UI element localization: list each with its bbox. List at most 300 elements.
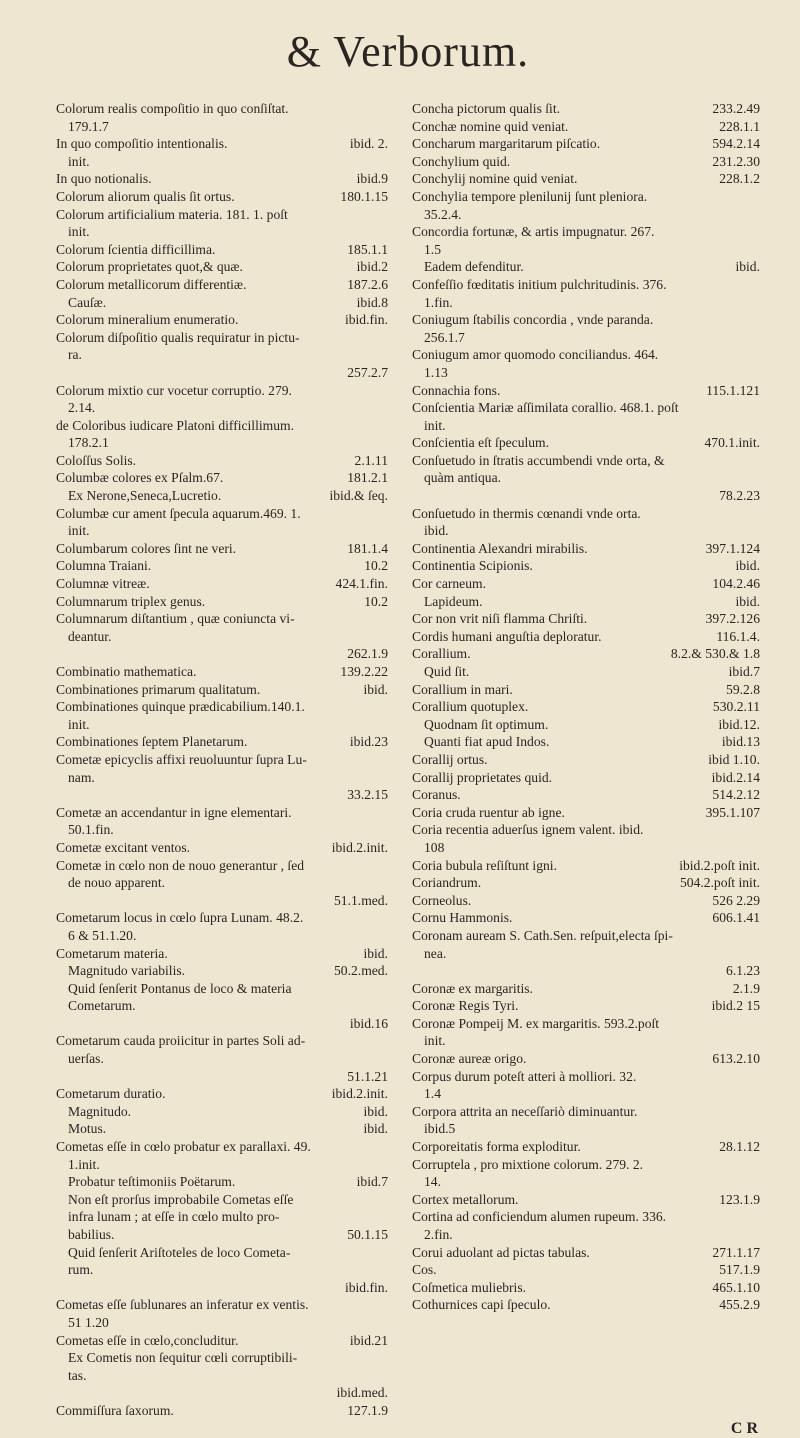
entry-continuation: init. <box>68 153 90 169</box>
entry-text: Coria bubula reſiſtunt igni. <box>412 857 557 873</box>
entry-continuation: 51 1.20 <box>68 1314 109 1330</box>
entry-text: Combinationes primarum qualitatum. <box>56 681 261 697</box>
page-header: & Verborum. <box>286 27 530 76</box>
entry-text: Continentia Scipionis. <box>412 558 533 574</box>
entry-reference: ibid. <box>363 945 388 961</box>
entry-reference: 10.2 <box>364 558 388 574</box>
index-entry <box>56 892 388 910</box>
index-entry <box>56 1332 388 1350</box>
entry-text: Corallium quotuplex. <box>412 699 529 715</box>
index-entry <box>56 1349 388 1384</box>
entry-text: Magnitudo variabilis. <box>68 963 186 979</box>
entry-text: Concharum margaritarum piſcatio. <box>412 136 601 152</box>
entry-text: Columbæ cur ament ſpecula aquarum.469. 1. <box>56 505 301 521</box>
index-entry <box>56 1402 388 1420</box>
index-entry <box>56 804 388 839</box>
entry-continuation: 178.2.1 <box>68 435 109 451</box>
entry-reference: 526 2.29 <box>712 892 760 908</box>
entry-text: Columnæ vitreæ. <box>56 576 150 592</box>
index-entry <box>412 1191 760 1209</box>
entry-text: babilius. <box>68 1227 115 1242</box>
index-entry <box>56 382 388 417</box>
entry-continuation: tas. <box>68 1367 87 1383</box>
entry-text: Combinationes ſeptem Planetarum. <box>56 734 248 750</box>
index-entry <box>56 645 388 663</box>
entry-text: Columbarum colores ſint ne veri. <box>56 540 237 556</box>
entry-text: Confeſſio fœditatis initium pulchritudinis. 376. <box>412 276 667 292</box>
entry-reference: ibid.7 <box>356 1174 388 1190</box>
entry-text: Conchæ nomine quid veniat. <box>412 118 569 134</box>
index-entry <box>412 997 760 1015</box>
index-entry <box>412 962 760 980</box>
entry-text: In quo notionalis. <box>56 171 152 187</box>
entry-reference: ibid.7 <box>728 664 760 679</box>
entry-reference: 78.2.23 <box>719 488 760 504</box>
entry-text: Conſuetudo in ſtratis accumbendi vnde orta, & <box>412 452 665 468</box>
entry-text: Cometarum materia. <box>56 945 168 961</box>
entry-reference: 530.2.11 <box>712 699 760 715</box>
entry-continuation: uerſas. <box>68 1051 104 1067</box>
entry-text: Columbæ colores ex Pſalm.67. <box>56 470 224 486</box>
entry-reference: 262.1.9 <box>347 646 388 662</box>
entry-text: Coronæ Pompeij M. ex margaritis. 593.2.poſt <box>412 1015 660 1031</box>
entry-reference: 613.2.10 <box>712 1051 760 1067</box>
index-entry <box>412 681 760 699</box>
index-entry <box>56 100 388 135</box>
entry-text: Cometas eſſe ſublunares an inferatur ex ventis. <box>56 1297 309 1313</box>
entry-text: Quodnam ſit optimum. <box>424 716 549 732</box>
entry-text: Conſuetudo in thermis cœnandi vnde orta. <box>412 505 641 521</box>
index-entry <box>412 733 760 751</box>
index-entry <box>412 1156 760 1191</box>
index-entry <box>56 241 388 259</box>
index-entry <box>412 223 760 258</box>
entry-text: Conchylia tempore plenilunij ſunt pleniora. <box>412 188 648 204</box>
entry-text: Colorum proprietates quot,& quæ. <box>56 259 243 275</box>
entry-reference: 594.2.14 <box>712 136 760 152</box>
index-entry <box>412 804 760 822</box>
entry-continuation: ibid. <box>424 523 449 539</box>
entry-text: Columnarum diſtantium , quæ coniuncta vi- <box>56 611 295 627</box>
entry-continuation: rum. <box>68 1262 94 1278</box>
left-column <box>56 100 388 1420</box>
entry-reference: 465.1.10 <box>712 1279 760 1295</box>
entry-text: Quid ſenſerit Ariſtoteles de loco Cometa- <box>68 1244 291 1260</box>
entry-reference: ibid.2.poſt init. <box>679 857 760 873</box>
catchword: C R <box>730 1419 758 1437</box>
entry-reference: 504.2.poſt init. <box>679 875 760 891</box>
index-entry <box>56 593 388 611</box>
entry-text: Cometas eſſe in cœlo,concluditur. <box>56 1332 239 1348</box>
entry-continuation: 1.4 <box>424 1086 441 1102</box>
entry-text: Coronæ Regis Tyri. <box>412 998 519 1014</box>
index-entry <box>56 487 388 505</box>
index-entry <box>412 927 760 962</box>
index-entry <box>56 540 388 558</box>
index-entry <box>412 1208 760 1243</box>
entry-reference: ibid.9 <box>356 171 388 187</box>
entry-reference: ibid.12. <box>718 716 760 732</box>
entry-continuation: 179.1.7 <box>68 118 109 134</box>
index-entry <box>412 153 760 171</box>
index-entry <box>56 1120 388 1138</box>
entry-text: Cor non vrit niſi flamma Chriſti. <box>412 611 588 627</box>
entry-text: Motus. <box>68 1121 107 1137</box>
entry-text: Conſcientia eſt ſpeculum. <box>412 435 550 451</box>
entry-text: Combinationes quinque prædicabilium.140.1. <box>56 699 305 715</box>
entry-reference: 50.1.15 <box>347 1227 388 1242</box>
entry-continuation: ra. <box>68 347 82 363</box>
entry-text: Lapideum. <box>424 593 483 609</box>
entry-reference: 233.2.49 <box>712 101 760 116</box>
entry-reference: ibid.2 15 <box>711 998 760 1014</box>
index-entry <box>412 434 760 452</box>
entry-reference: ibid. <box>735 558 760 574</box>
index-entry <box>56 1191 388 1226</box>
index-entry <box>412 610 760 628</box>
entry-text: de Coloribus iudicare Platoni difficillimum. <box>56 417 294 433</box>
index-entry <box>56 945 388 963</box>
entry-reference: 180.1.15 <box>340 188 388 204</box>
entry-reference: ibid.fin. <box>344 1279 388 1295</box>
entry-text: Eadem defenditur. <box>424 259 524 275</box>
index-entry <box>412 786 760 804</box>
entry-continuation: nam. <box>68 769 95 785</box>
entry-text: Quid ſit. <box>424 664 470 679</box>
index-entry <box>56 135 388 170</box>
entry-reference: 2.1.9 <box>732 980 760 996</box>
entry-reference: ibid.23 <box>349 734 388 750</box>
entry-text: Ex Cometis non ſequitur cœli corruptibili- <box>68 1350 298 1366</box>
entry-continuation: 1.init. <box>68 1156 100 1172</box>
index-entry <box>56 575 388 593</box>
index-entry <box>56 294 388 312</box>
index-entry <box>412 751 760 769</box>
entry-text: Corneolus. <box>412 892 472 908</box>
entry-text: Colorum mineralium enumeratio. <box>56 312 239 328</box>
entry-reference: ibid.2.init. <box>331 1086 388 1102</box>
entry-text: Quanti fiat apud Indos. <box>424 734 550 750</box>
entry-reference: 257.2.7 <box>347 364 388 380</box>
entry-continuation: 1.5 <box>424 241 441 257</box>
entry-reference: ibid. <box>735 593 760 609</box>
entry-continuation: 2.14. <box>68 400 96 416</box>
entry-reference: 50.2.med. <box>334 963 388 979</box>
entry-text: Cos. <box>412 1262 437 1278</box>
entry-continuation: 256.1.7 <box>424 329 465 345</box>
entry-continuation: 50.1.fin. <box>68 822 114 838</box>
index-entry <box>56 698 388 733</box>
entry-continuation: init. <box>424 1033 446 1049</box>
index-entry <box>412 311 760 346</box>
entry-continuation: nea. <box>424 945 447 961</box>
index-entry <box>412 1261 760 1279</box>
entry-reference: ibid.& ſeq. <box>329 488 388 504</box>
entry-text: Cortina ad conficiendum alumen rupeum. 336. <box>412 1209 667 1225</box>
entry-text: In quo compoſitio intentionalis. <box>56 136 228 152</box>
index-entry <box>412 135 760 153</box>
index-entry <box>56 1296 388 1331</box>
index-entry <box>56 329 388 364</box>
index-entry <box>412 188 760 223</box>
index-entry <box>56 733 388 751</box>
index-entry <box>56 1015 388 1033</box>
entry-continuation: 108 <box>424 839 445 855</box>
entry-reference: ibid 1.10. <box>708 751 760 767</box>
entry-text: Cometæ excitant ventos. <box>56 839 191 855</box>
entry-continuation: 2.fin. <box>424 1227 453 1242</box>
entry-reference: ibid. <box>735 259 760 275</box>
index-entry <box>56 505 388 540</box>
index-entry <box>56 1032 388 1067</box>
entry-reference: 185.1.1 <box>347 241 388 257</box>
entry-text: Concordia fortunæ, & artis impugnatur. 267. <box>412 224 655 240</box>
entry-text: Coniugum ſtabilis concordia , vnde paranda. <box>412 312 654 328</box>
index-entry <box>56 1138 388 1173</box>
entry-continuation: init. <box>68 224 90 240</box>
index-entry <box>412 170 760 188</box>
entry-text: Probatur teſtimoniis Poëtarum. <box>68 1174 236 1190</box>
entry-reference: ibid.2.14 <box>711 769 760 785</box>
entry-reference: ibid.med. <box>336 1385 388 1401</box>
entry-reference: ibid. 2. <box>349 136 388 152</box>
index-entry <box>412 628 760 646</box>
entry-continuation: 1.fin. <box>424 294 453 310</box>
index-entry <box>56 1244 388 1279</box>
entry-reference: 181.1.4 <box>347 540 388 556</box>
entry-reference: ibid.fin. <box>344 312 388 328</box>
entry-reference: 123.1.9 <box>719 1191 760 1207</box>
entry-text: Corpora attrita an neceſſariò diminuantur. <box>412 1103 638 1119</box>
entry-text: Coriandrum. <box>412 875 482 891</box>
index-entry <box>56 188 388 206</box>
index-entry <box>56 557 388 575</box>
index-entry <box>412 382 760 400</box>
entry-reference: 2.1.11 <box>354 452 388 468</box>
entry-reference: 104.2.46 <box>712 576 760 592</box>
entry-reference: ibid.16 <box>349 1015 388 1031</box>
entry-text: Cometæ an accendantur in igne elementari. <box>56 804 292 820</box>
index-entry <box>56 276 388 294</box>
entry-text: Corallij ortus. <box>412 751 488 767</box>
entry-reference: 397.2.126 <box>705 611 760 627</box>
index-entry <box>56 610 388 645</box>
index-entry <box>412 1015 760 1050</box>
entry-reference: 231.2.30 <box>712 153 760 169</box>
index-entry <box>56 1384 388 1402</box>
entry-text: Continentia Alexandri mirabilis. <box>412 540 588 556</box>
index-entry <box>56 311 388 329</box>
entry-text: Coronam auream S. Cath.Sen. reſpuit,electa ſpi- <box>412 927 673 943</box>
entry-text: Coloſſus Solis. <box>56 452 137 468</box>
index-entry <box>56 1103 388 1121</box>
index-entry <box>412 1296 760 1314</box>
entry-text: Cornu Hammonis. <box>412 910 513 926</box>
entry-continuation: de nouo apparent. <box>68 875 166 891</box>
entry-text: Corui aduolant ad pictas tabulas. <box>412 1244 590 1260</box>
entry-text: Cometarum cauda proiicitur in partes Soli ad- <box>56 1033 306 1049</box>
index-entry <box>56 469 388 487</box>
entry-text: Cometæ epicyclis affixi reuoluuntur ſupra Lu- <box>56 751 307 767</box>
index-entry <box>412 909 760 927</box>
entry-continuation: 35.2.4. <box>424 206 462 222</box>
entry-reference: 8.2.& 530.& 1.8 <box>670 646 760 662</box>
entry-text: Magnitudo. <box>68 1103 132 1119</box>
entry-text: Ex Nerone,Seneca,Lucretio. <box>68 488 222 504</box>
entry-reference: 397.1.124 <box>705 540 760 556</box>
entry-continuation: infra lunam ; at eſſe in cœlo multo pro- <box>68 1209 280 1225</box>
entry-reference: 455.2.9 <box>719 1297 760 1313</box>
index-entry <box>412 487 760 505</box>
entry-reference: 228.1.2 <box>719 171 760 187</box>
entry-reference: ibid.2.init. <box>331 839 388 855</box>
entry-text: Coſmetica muliebris. <box>412 1279 527 1295</box>
index-entry <box>412 593 760 611</box>
entry-text: Cometas eſſe in cœlo probatur ex parallaxi. 49. <box>56 1139 311 1155</box>
entry-reference: 424.1.fin. <box>335 576 388 592</box>
index-entry <box>56 980 388 1015</box>
entry-text: Quid ſenſerit Pontanus de loco & materia <box>68 980 292 996</box>
entry-text: Coniugum amor quomodo conciliandus. 464. <box>412 347 659 363</box>
entry-text: Colorum aliorum qualis ſit ortus. <box>56 188 235 204</box>
index-entry <box>412 857 760 875</box>
index-columns <box>56 100 760 1420</box>
entry-continuation: 6 & 51.1.20. <box>68 927 137 943</box>
entry-continuation: quàm antiqua. <box>424 470 502 486</box>
entry-text: Corallium. <box>412 646 471 662</box>
index-entry <box>412 100 760 118</box>
entry-text: Corallium in mari. <box>412 681 513 697</box>
entry-reference: 517.1.9 <box>719 1262 760 1278</box>
entry-reference: 51.1.21 <box>347 1068 388 1084</box>
entry-text: Corallij proprietates quid. <box>412 769 553 785</box>
entry-text: Conchylium quid. <box>412 153 511 169</box>
index-entry <box>56 452 388 470</box>
entry-reference: 606.1.41 <box>712 910 760 926</box>
index-entry <box>56 786 388 804</box>
index-entry <box>412 1103 760 1138</box>
entry-reference: 395.1.107 <box>705 804 760 820</box>
index-entry <box>56 258 388 276</box>
index-entry <box>56 1085 388 1103</box>
entry-text: Coria recentia aduerſus ignem valent. ibid. <box>412 822 644 838</box>
index-entry <box>412 769 760 787</box>
entry-reference: 139.2.22 <box>340 664 388 679</box>
index-entry <box>412 346 760 381</box>
index-entry <box>412 575 760 593</box>
index-entry <box>56 170 388 188</box>
entry-text: Columna Traiani. <box>56 558 152 574</box>
entry-reference: 470.1.init. <box>704 435 760 451</box>
index-entry <box>412 663 760 681</box>
index-entry <box>56 364 388 382</box>
entry-reference: 116.1.4. <box>716 628 760 644</box>
entry-reference: ibid.13 <box>721 734 760 750</box>
entry-reference: 271.1.17 <box>712 1244 760 1260</box>
entry-text: Corporeitatis forma exploditur. <box>412 1139 581 1155</box>
entry-text: Colorum metallicorum differentiæ. <box>56 276 247 292</box>
entry-text: Conchylij nomine quid veniat. <box>412 171 578 187</box>
entry-continuation: ibid.5 <box>424 1121 456 1137</box>
index-entry <box>56 962 388 980</box>
index-entry <box>56 1226 388 1244</box>
entry-reference: 115.1.121 <box>706 382 760 398</box>
entry-reference: 127.1.9 <box>347 1402 388 1418</box>
index-entry <box>412 399 760 434</box>
entry-text: Concha pictorum qualis ſit. <box>412 101 560 116</box>
index-entry <box>412 1068 760 1103</box>
index-entry <box>412 1138 760 1156</box>
index-entry <box>56 751 388 786</box>
entry-reference: 33.2.15 <box>347 787 388 803</box>
entry-continuation: init. <box>424 417 446 433</box>
entry-reference: 6.1.23 <box>726 963 760 979</box>
entry-text: Cometarum locus in cœlo ſupra Lunam. 48.2. <box>56 910 304 926</box>
entry-reference: ibid.2 <box>356 259 388 275</box>
index-entry <box>412 1244 760 1262</box>
index-entry <box>412 452 760 487</box>
entry-text: Coronæ ex margaritis. <box>412 980 533 996</box>
index-entry <box>412 698 760 716</box>
entry-text: Cauſæ. <box>68 294 107 310</box>
entry-text: Colorum ſcientia difficillima. <box>56 241 216 257</box>
index-entry <box>56 681 388 699</box>
entry-text: Corruptela , pro mixtione colorum. 279. 2. <box>412 1156 644 1172</box>
entry-text: Commiſſura ſaxorum. <box>56 1402 174 1418</box>
entry-text: Cometarum duratio. <box>56 1086 166 1102</box>
entry-text: Coronæ aureæ origo. <box>412 1051 527 1067</box>
entry-reference: 514.2.12 <box>712 787 760 803</box>
entry-reference: 10.2 <box>364 593 388 609</box>
entry-text: Colorum mixtio cur vocetur corruptio. 279. <box>56 382 292 398</box>
index-entry <box>412 645 760 663</box>
entry-text: Coranus. <box>412 787 461 803</box>
index-entry <box>56 1279 388 1297</box>
index-entry <box>56 663 388 681</box>
entry-text: Colorum diſpoſitio qualis requiratur in pictu- <box>56 329 300 345</box>
entry-text: Corpus durum poteſt atteri à molliori. 32. <box>412 1068 637 1084</box>
entry-text: Non eſt prorſus improbabile Cometas eſſe <box>68 1191 294 1207</box>
entry-reference: ibid. <box>363 1103 388 1119</box>
entry-reference: 59.2.8 <box>726 681 760 697</box>
entry-continuation: 14. <box>424 1174 441 1190</box>
entry-text: Colorum realis compoſitio in quo conſiſtat. <box>56 101 289 116</box>
index-entry <box>412 505 760 540</box>
index-entry <box>412 540 760 558</box>
entry-continuation: init. <box>68 523 90 539</box>
entry-reference: ibid.21 <box>349 1332 388 1348</box>
entry-text: Coria cruda ruentur ab igne. <box>412 804 565 820</box>
index-entry <box>56 1173 388 1191</box>
entry-reference: 187.2.6 <box>347 276 388 292</box>
entry-text: Cortex metallorum. <box>412 1191 519 1207</box>
entry-continuation: init. <box>68 716 90 732</box>
entry-text: Columnarum triplex genus. <box>56 593 206 609</box>
index-entry <box>412 1050 760 1068</box>
entry-continuation: Cometarum. <box>68 998 136 1014</box>
entry-text: Combinatio mathematica. <box>56 664 197 679</box>
index-entry <box>412 821 760 856</box>
index-entry <box>412 716 760 734</box>
entry-reference: ibid. <box>363 681 388 697</box>
index-entry <box>56 206 388 241</box>
entry-text: Colorum artificialium materia. 181. 1. poſt <box>56 206 288 222</box>
entry-continuation: 1.13 <box>424 364 448 380</box>
index-entry <box>412 557 760 575</box>
entry-text: Connachia fons. <box>412 382 501 398</box>
entry-reference: ibid.8 <box>356 294 388 310</box>
entry-reference: 228.1.1 <box>719 118 760 134</box>
